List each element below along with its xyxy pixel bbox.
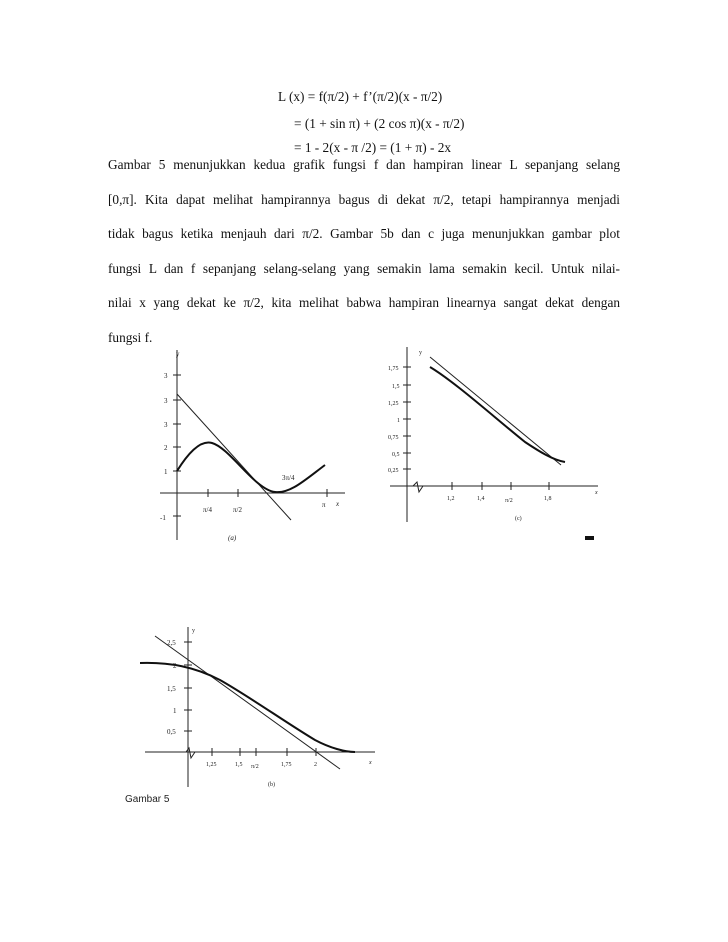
- tick-label: π/4: [203, 506, 212, 514]
- tick-label: 0,25: [388, 468, 399, 474]
- tick-label: -1: [160, 514, 166, 522]
- curve-f: [430, 367, 565, 462]
- tangent-line-L: [430, 357, 561, 465]
- equation-line-1: L (x) = f(π/2) + f’(π/2)(x - π/2): [278, 89, 443, 104]
- paragraph-line: Gambar 5 menunjukkan kedua grafik fungsi f dan hampiran linear L sepanjang selang: [108, 157, 620, 172]
- tick-label: 3: [164, 421, 168, 429]
- tick-label: 1: [164, 468, 168, 476]
- tangent-line-L: [177, 394, 291, 520]
- curve-f: [177, 442, 325, 492]
- tick-label: π: [322, 501, 326, 509]
- paragraph-line: nilai x yang dekat ke π/2, kita melihat babwa hampiran linearnya sangat dekat dengan: [108, 295, 620, 310]
- tick-label: 1,5: [235, 762, 243, 768]
- figure-a: [140, 340, 360, 550]
- figure-c: [385, 342, 610, 527]
- x-axis-label: x: [595, 490, 598, 496]
- y-axis-label: y: [176, 350, 180, 358]
- tick-label: 1,2: [447, 496, 455, 502]
- tick-label: 1,75: [388, 366, 399, 372]
- tick-label: π/2: [233, 506, 242, 514]
- equation-line-3: = 1 - 2(x - π /2) = (1 + π) - 2x: [294, 140, 452, 155]
- tick-label: 1: [397, 418, 400, 424]
- figure-label: (a): [228, 534, 237, 542]
- tick-label: 1,75: [281, 762, 292, 768]
- figure-label: (b): [268, 782, 275, 788]
- tick-label: 1: [173, 707, 177, 715]
- tick-label: 3: [164, 397, 168, 405]
- annotation: 3π/4: [282, 474, 295, 482]
- paragraph-line: [0,π]. Kita dapat melihat hampirannya bagus di dekat π/2, tetapi hampirannya menjadi: [108, 191, 620, 207]
- y-axis-label: y: [419, 350, 422, 356]
- tick-label: 2: [173, 662, 177, 670]
- tick-label: 3: [164, 372, 168, 380]
- figure-b: [140, 622, 380, 797]
- tick-label: 1,25: [206, 762, 217, 768]
- y-axis-label: y: [192, 628, 195, 634]
- tick-label: 1,5: [392, 384, 400, 390]
- body-paragraph: [108, 148, 620, 355]
- x-axis-label: x: [336, 500, 340, 508]
- tick-label: π/2: [505, 498, 513, 504]
- tick-label: 0,75: [388, 435, 399, 441]
- paragraph-line: tidak bagus ketika menjauh dari π/2. Gambar 5b dan c juga menunjukkan gambar plot: [108, 226, 620, 241]
- tangent-line-L: [155, 636, 340, 769]
- tick-label: 2: [314, 762, 317, 768]
- tick-label: 2,5: [167, 639, 176, 647]
- tick-label: 2: [164, 444, 168, 452]
- scan-mark: [585, 536, 594, 540]
- tick-label: 1,8: [544, 496, 552, 502]
- tick-label: 0,5: [392, 452, 400, 458]
- tick-label: π/2: [251, 764, 259, 770]
- tick-label: 1,5: [167, 685, 176, 693]
- figure-caption: Gambar 5: [125, 794, 170, 805]
- paragraph-line: fungsi f.: [108, 329, 153, 345]
- tick-label: 0,5: [167, 728, 176, 736]
- tick-label: 1,4: [477, 496, 485, 502]
- figure-label: (c): [515, 516, 522, 522]
- equation-line-2: = (1 + sin π) + (2 cos π)(x - π/2): [294, 116, 465, 131]
- tick-label: 1,25: [388, 401, 399, 407]
- paragraph-line: fungsi L dan f sepanjang selang-selang yang semakin lama semakin kecil. Untuk nilai-: [108, 260, 620, 276]
- x-axis-label: x: [369, 760, 372, 766]
